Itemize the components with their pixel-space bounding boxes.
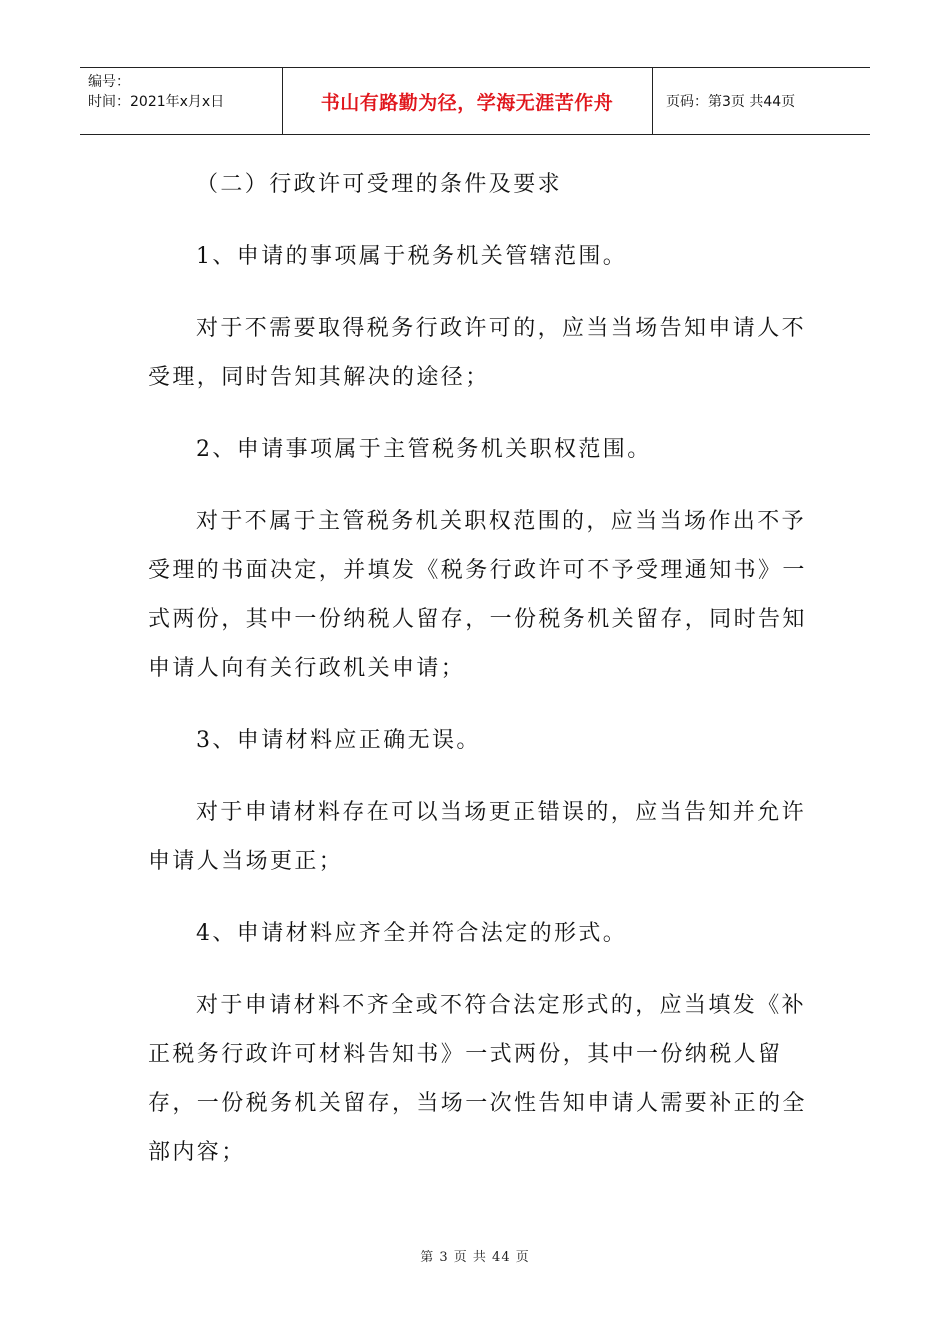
paragraph: 4、申请材料应齐全并符合法定的形式。: [196, 921, 628, 946]
paragraph: 3、申请材料应正确无误。: [196, 728, 481, 753]
header-divider: [652, 68, 653, 134]
paragraph: 1、申请的事项属于税务机关管辖范围。: [196, 244, 628, 269]
page-footer: 第 3 页 共 44 页: [420, 1250, 530, 1265]
header-page-info: 页码：第3页 共44页: [666, 94, 796, 110]
document-body: [148, 160, 808, 1200]
header-motto: 书山有路勤为径，学海无涯苦作舟: [320, 91, 614, 114]
paragraph: 对于申请材料不齐全或不符合法定形式的，应当填发《补正税务行政许可材料告知书》一式两份，其中一份纳税人留存，一份税务机关留存，当场一次性告知申请人需要补正的全部内容；: [148, 993, 807, 1165]
paragraph: 对于不属于主管税务机关职权范围的，应当当场作出不予受理的书面决定，并填发《税务行政许可不予受理通知书》一式两份，其中一份纳税人留存，一份税务机关留存，同时告知申请人向有关行政机关申请；: [148, 509, 807, 681]
number-label: 编号：: [88, 74, 130, 90]
paragraph: 2、申请事项属于主管税务机关职权范围。: [196, 437, 652, 462]
time-label: 时间：2021年x月x日: [88, 94, 225, 110]
header-meta: [88, 72, 224, 112]
paragraph: 对于不需要取得税务行政许可的，应当当场告知申请人不受理，同时告知其解决的途径；: [148, 316, 807, 390]
page-header: [80, 67, 870, 135]
paragraph: 对于申请材料存在可以当场更正错误的，应当告知并允许申请人当场更正；: [148, 800, 807, 874]
section-heading: （二）行政许可受理的条件及要求: [196, 172, 563, 197]
